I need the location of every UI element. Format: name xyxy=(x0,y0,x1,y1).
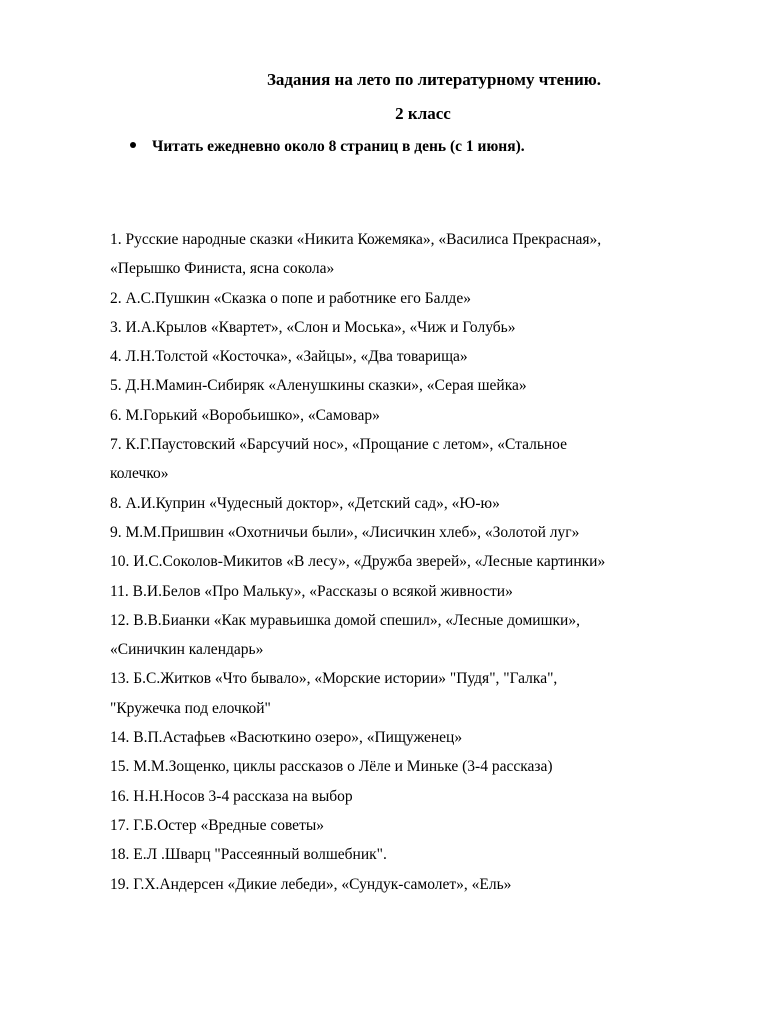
list-line: 5. Д.Н.Мамин-Сибиряк «Аленушкины сказки», «Серая шейка» xyxy=(110,377,527,395)
document-subtitle-grade: 2 класс xyxy=(395,104,451,123)
list-line: 11. В.И.Белов «Про Мальку», «Рассказы о всякой живности» xyxy=(110,582,513,600)
reading-instruction-text: Читать ежедневно около 8 страниц в день (с 1 июня). xyxy=(152,138,525,155)
list-line: 9. М.М.Пришвин «Охотничьи были», «Лисичкин хлеб», «Золотой луг» xyxy=(110,523,580,541)
list-line: 1. Русские народные сказки «Никита Кожемяка», «Василиса Прекрасная», xyxy=(110,231,602,248)
reading-list xyxy=(110,225,710,899)
list-line: 6. М.Горький «Воробьишко», «Самовар» xyxy=(110,406,380,424)
list-line: 16. Н.Н.Носов 3-4 рассказа на выбор xyxy=(110,787,353,805)
list-line: 17. Г.Б.Остер «Вредные советы» xyxy=(110,816,325,834)
list-line: 12. В.В.Бианки «Как муравьишка домой спешил», «Лесные домишки», xyxy=(110,611,580,629)
list-line: 4. Л.Н.Толстой «Косточка», «Зайцы», «Два товарища» xyxy=(110,348,468,366)
list-line: 15. М.М.Зощенко, циклы рассказов о Лёле и Миньке (3-4 рассказа) xyxy=(110,758,553,776)
list-line: 18. Е.Л .Шварц "Рассеянный волшебник". xyxy=(110,846,387,864)
document-title: Задания на лето по литературному чтению. xyxy=(266,70,602,89)
reading-instruction xyxy=(130,138,525,156)
list-line: "Кружечка под елочкой" xyxy=(110,699,271,717)
list-line: колечко» xyxy=(110,465,169,483)
list-line: 7. К.Г.Паустовский «Барсучий нос», «Прощание с летом», «Стальное xyxy=(110,436,568,454)
list-line: «Синичкин календарь» xyxy=(110,641,264,659)
list-line: 14. В.П.Астафьев «Васюткино озеро», «Пищуженец» xyxy=(110,729,463,747)
list-line: «Перышко Финиста, ясна сокола» xyxy=(110,260,335,278)
list-line: 19. Г.Х.Андерсен «Дикие лебеди», «Сундук-самолет», «Ель» xyxy=(110,875,512,893)
list-line: 8. А.И.Куприн «Чудесный доктор», «Детский сад», «Ю-ю» xyxy=(110,494,500,512)
bullet-icon xyxy=(130,142,136,148)
list-line: 3. И.А.Крылов «Квартет», «Слон и Моська», «Чиж и Голубь» xyxy=(110,318,516,336)
list-line: 13. Б.С.Житков «Что бывало», «Морские истории» "Пудя", "Галка", xyxy=(110,670,558,688)
list-line: 10. И.С.Соколов-Микитов «В лесу», «Дружба зверей», «Лесные картинки» xyxy=(110,553,606,571)
list-line: 2. А.С.Пушкин «Сказка о попе и работнике его Балде» xyxy=(110,289,471,307)
